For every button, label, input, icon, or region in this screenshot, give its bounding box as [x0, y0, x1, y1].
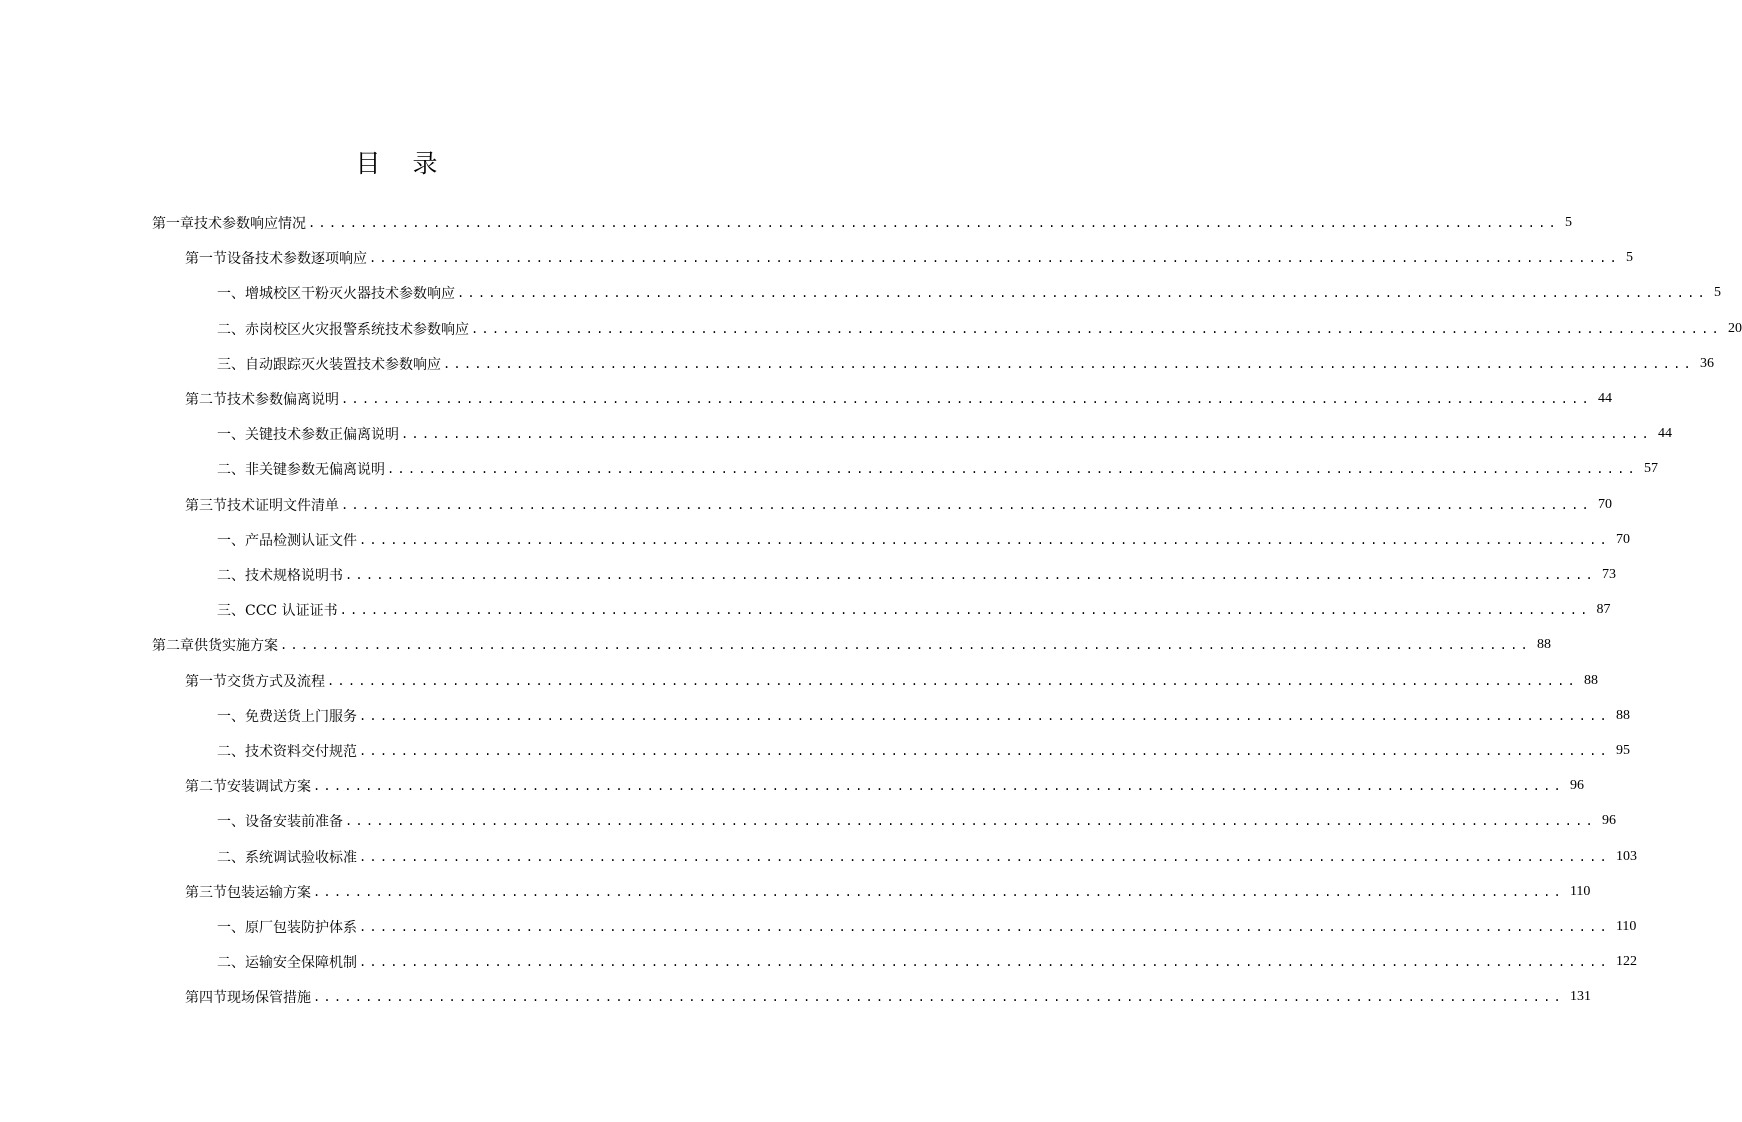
toc-entry-label: 技术参数偏离说明: [227, 392, 339, 408]
toc-entry-label: 供货实施方案: [194, 638, 278, 655]
toc-entry[interactable]: [217, 457, 1658, 481]
toc-leader-dots: ........................................................................................................................: [308, 216, 1559, 230]
toc-entry[interactable]: [152, 633, 1551, 657]
toc-entry-number: 一、: [217, 920, 245, 936]
toc-entry-number: 一、: [217, 427, 245, 444]
toc-entry-number: 一、: [217, 532, 245, 549]
toc-entry-page: 87: [1596, 602, 1611, 618]
toc-entry[interactable]: [185, 774, 1584, 798]
toc-entry-label: 运输安全保障机制: [245, 955, 357, 972]
toc-entry-page: 110: [1569, 883, 1591, 899]
toc-entry-number: 第一节: [185, 251, 227, 268]
toc-entry-number: 二、: [217, 462, 245, 479]
toc-entry-page: 131: [1569, 989, 1591, 1005]
toc-leader-dots: ........................................................................................................................: [280, 638, 1531, 653]
toc-entry-page: 36: [1699, 355, 1714, 371]
toc-entry[interactable]: [185, 246, 1633, 270]
toc-leader-dots: ........................................................................................................................: [471, 321, 1722, 336]
toc-entry-label: 增城校区干粉灭火器技术参数响应: [245, 286, 455, 303]
toc-entry-label: 技术证明文件清单: [227, 497, 339, 514]
toc-leader-dots: ........................................................................................................................: [443, 356, 1694, 371]
toc-entry-number: 二、: [217, 849, 245, 866]
toc-entry-label: 产品检测认证文件: [245, 532, 357, 549]
toc-entry[interactable]: [185, 387, 1612, 411]
toc-leader-dots: ........................................................................................................................: [341, 392, 1592, 406]
toc-entry[interactable]: [217, 704, 1630, 728]
toc-entry-number: 二、: [217, 568, 245, 584]
toc-entry-label: 包装运输方案: [227, 884, 311, 901]
toc-entry-label: 自动跟踪灭火装置技术参数响应: [245, 356, 441, 373]
toc-entry[interactable]: [217, 950, 1637, 974]
toc-leader-dots: ........................................................................................................................: [339, 603, 1591, 618]
toc-leader-dots: ........................................................................................................................: [359, 744, 1610, 758]
toc-entry-page: 96: [1569, 778, 1584, 794]
toc-entry-page: 70: [1615, 531, 1630, 547]
toc-entry-number: 二、: [217, 955, 245, 972]
toc-entry-label: 技术参数响应情况: [194, 216, 306, 232]
toc-entry-page: 110: [1615, 919, 1637, 934]
toc-leader-dots: ........................................................................................................................: [313, 884, 1564, 899]
toc-leader-dots: ........................................................................................................................: [345, 814, 1596, 829]
toc-entry-page: 20: [1727, 320, 1742, 336]
toc-entry-number: 二、: [217, 744, 245, 760]
toc-leader-dots: ........................................................................................................................: [359, 955, 1610, 970]
toc-entry[interactable]: [217, 739, 1630, 763]
toc-entry-label: CCC 认证证书: [245, 603, 338, 620]
toc-entry[interactable]: [217, 422, 1672, 446]
toc-entry-label: 赤岗校区火灾报警系统技术参数响应: [245, 321, 469, 338]
toc-entry-number: 三、: [217, 603, 245, 620]
toc-entry-number: 第二节: [185, 779, 227, 796]
toc-leader-dots: ........................................................................................................................: [345, 568, 1596, 582]
toc-entry-page: 70: [1597, 496, 1612, 512]
toc-title: 目 录: [355, 149, 450, 178]
toc-leader-dots: ........................................................................................................................: [401, 427, 1652, 442]
toc-leader-dots: ........................................................................................................................: [457, 286, 1708, 301]
toc-entry-label: 交货方式及流程: [227, 673, 325, 690]
toc-entry-page: 44: [1657, 426, 1672, 442]
toc-entry-page: 5: [1564, 215, 1572, 230]
toc-entry[interactable]: [217, 281, 1721, 305]
toc-entry-page: 95: [1615, 743, 1630, 758]
toc-entry[interactable]: [217, 845, 1637, 869]
toc-entry[interactable]: [217, 563, 1616, 587]
toc-leader-dots: ........................................................................................................................: [387, 462, 1638, 477]
toc-entry-page: 5: [1625, 250, 1633, 266]
toc-entry[interactable]: [152, 211, 1572, 235]
toc-entry-label: 设备技术参数逐项响应: [227, 251, 367, 268]
toc-entry[interactable]: [217, 317, 1742, 341]
toc-entry-label: 关键技术参数正偏离说明: [245, 427, 399, 444]
toc-entry-page: 88: [1615, 707, 1630, 723]
toc-entry-page: 88: [1583, 672, 1598, 688]
toc-entry[interactable]: [185, 880, 1591, 904]
toc-entry-label: 系统调试验收标准: [245, 849, 357, 866]
toc-entry-page: 88: [1536, 637, 1551, 653]
toc-entry-number: 二、: [217, 321, 245, 338]
toc-entry[interactable]: [185, 669, 1598, 693]
toc-entry-number: 第四节: [185, 990, 227, 1007]
toc-entry[interactable]: [185, 493, 1612, 517]
toc-entry-label: 技术规格说明书: [245, 568, 343, 584]
toc-entry[interactable]: [217, 598, 1611, 622]
toc-entry-page: 73: [1601, 567, 1616, 582]
toc-entry-page: 57: [1643, 461, 1658, 477]
toc-entry-label: 现场保管措施: [227, 990, 311, 1007]
toc-entry[interactable]: [185, 985, 1591, 1009]
toc-entry-label: 设备安装前准备: [245, 814, 343, 831]
toc-entry-number: 第二节: [185, 392, 227, 408]
toc-entry-page: 103: [1615, 848, 1637, 864]
toc-entry-number: 第一节: [185, 673, 227, 690]
toc-leader-dots: ........................................................................................................................: [369, 251, 1620, 266]
toc-entry[interactable]: [217, 528, 1630, 552]
toc-leader-dots: ........................................................................................................................: [359, 849, 1610, 864]
toc-leader-dots: ........................................................................................................................: [359, 920, 1610, 934]
toc-entry-number: 一、: [217, 814, 245, 831]
toc-entry-number: 第一章: [152, 216, 194, 232]
toc-leader-dots: ........................................................................................................................: [359, 532, 1610, 547]
toc-entry-number: 一、: [217, 286, 245, 303]
toc-entry-label: 安装调试方案: [227, 779, 311, 796]
toc-entry-number: 第二章: [152, 638, 194, 655]
toc-entry-label: 非关键参数无偏离说明: [245, 462, 385, 479]
toc-entry-label: 免费送货上门服务: [245, 708, 357, 725]
toc-entry-page: 5: [1713, 285, 1721, 301]
toc-leader-dots: ........................................................................................................................: [341, 497, 1592, 512]
toc-entry[interactable]: [217, 915, 1637, 939]
toc-entry[interactable]: [217, 352, 1714, 376]
toc-leader-dots: ........................................................................................................................: [359, 708, 1610, 723]
toc-entry-number: 一、: [217, 708, 245, 725]
toc-leader-dots: ........................................................................................................................: [313, 779, 1564, 794]
toc-entry-label: 技术资料交付规范: [245, 744, 357, 760]
toc-entry-number: 三、: [217, 356, 245, 373]
toc-leader-dots: ........................................................................................................................: [313, 990, 1564, 1005]
toc-entry[interactable]: [217, 809, 1616, 833]
toc-leader-dots: ........................................................................................................................: [327, 673, 1578, 688]
toc-entry-number: 第三节: [185, 884, 227, 901]
toc-entry-page: 96: [1601, 813, 1616, 829]
toc-entry-label: 原厂包装防护体系: [245, 920, 357, 936]
toc-entry-number: 第三节: [185, 497, 227, 514]
toc-entry-page: 44: [1597, 391, 1612, 406]
toc-entry-page: 122: [1615, 954, 1637, 970]
